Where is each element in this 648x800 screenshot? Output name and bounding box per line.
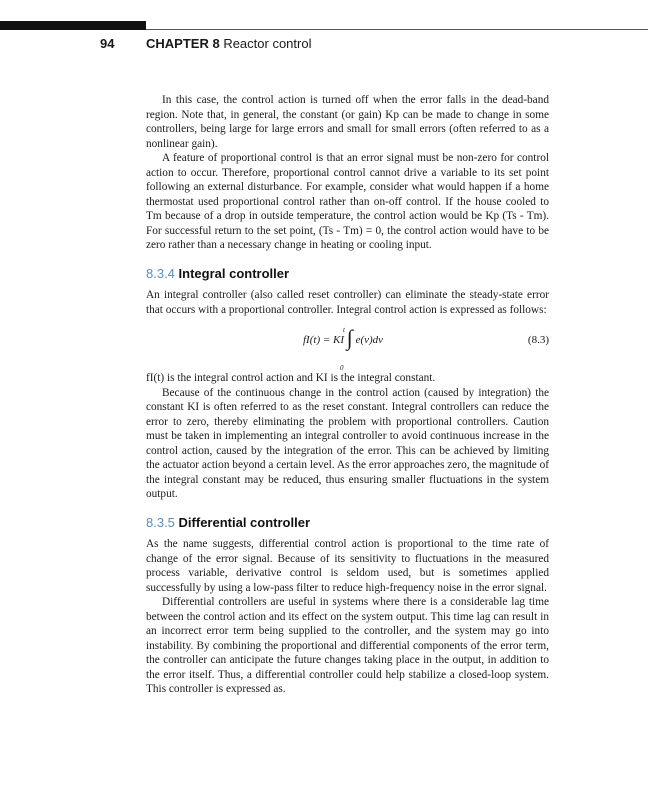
integral-sign: ∫ bbox=[346, 325, 353, 351]
integral-upper-limit: t bbox=[343, 326, 345, 334]
integral-paragraph-3: Because of the continuous change in the control action (caused by integration) the constant KI is often referred to as the reset constant. Integral controllers can reduce the error to zero, thereby eliminating the problem with proportional controllers. Caution must be taken in implementing an integral controller to avoid continuous increase in the control action, caused by the integration of the error. This can be achieved by limiting the actuator action beyond a certain level. As the error approaches zero, the magnitude of the integral constant may be reduced, thus ensuring smaller fluctuations in the system output. bbox=[146, 386, 549, 500]
chapter-label: CHAPTER 8 bbox=[146, 36, 220, 51]
intro-paragraph-2: A feature of proportional control is that an error signal must be non-zero for control action to occur. Therefore, proportional control cannot drive a variable to its set point following an external disturbance. For example, consider what would happen if a home thermostat used proportional control rather than on-off control. If the house cooled to Tm because of a drop in outside temperature, the control action would be Kp (Ts - Tm). For successful return to the set point, (Ts - Tm) = 0, the control action would have to be zero rather than a necessary change in heating or cooling input. bbox=[146, 152, 549, 251]
section-title: Integral controller bbox=[178, 265, 290, 281]
differential-paragraph-2: Differential controllers are useful in systems where there is a considerable lag time between the control action and its effect on the system output. This time lag can result in an incorrect error term being supplied to the controller, and the system may go into instability. By combining the proportional and differential components of the error term, the controller can anticipate the future changes taking place in the output, in addition to the error itself. Thus, a differential controller could help stabilize a closed-loop system. This controller is expressed as. bbox=[146, 596, 549, 695]
section-heading-integral bbox=[146, 267, 549, 282]
equation-8-3 bbox=[146, 323, 549, 372]
integral-lower-limit: 0 bbox=[340, 364, 344, 372]
equation-number: (8.3) bbox=[527, 334, 549, 346]
section-heading-differential bbox=[146, 516, 549, 531]
chapter-title: Reactor control bbox=[223, 36, 312, 51]
equation-lhs: fI(t) = KI bbox=[303, 334, 345, 346]
integral-paragraph-1: An integral controller (also called reset controller) can eliminate the steady-state error that occurs with a proportional controller. Integral control action is expressed as follows: bbox=[146, 289, 549, 316]
section-title: Differential controller bbox=[178, 514, 311, 530]
intro-paragraph-1: In this case, the control action is turned off when the error falls in the dead-band region. Note that, in general, the constant (or gain) Kp can be made to change in some controllers, being large for large errors and small for small errors (often referred to as a nonlinear gain). bbox=[146, 94, 549, 150]
header-rule bbox=[146, 29, 648, 30]
section-number: 8.3.4 bbox=[146, 265, 175, 281]
equation-body bbox=[303, 325, 384, 372]
running-header bbox=[146, 36, 311, 51]
section-number: 8.3.5 bbox=[146, 514, 175, 530]
integral-paragraph-2: fI(t) is the integral control action and KI is the integral constant. bbox=[146, 372, 436, 384]
differential-paragraph-1: As the name suggests, differential control action is proportional to the time rate of change of the error signal. Because of its sensitivity to fluctuations in the measured process variable, derivative control is seldom used, but is sometimes applied successfully by using a low-pass filter to reduce high-frequency noise in the error signal. bbox=[146, 538, 549, 594]
page-number: 94 bbox=[100, 36, 115, 51]
header-bar bbox=[0, 21, 146, 30]
equation-integrand: e(v)dv bbox=[355, 334, 384, 346]
page-body bbox=[146, 93, 549, 697]
